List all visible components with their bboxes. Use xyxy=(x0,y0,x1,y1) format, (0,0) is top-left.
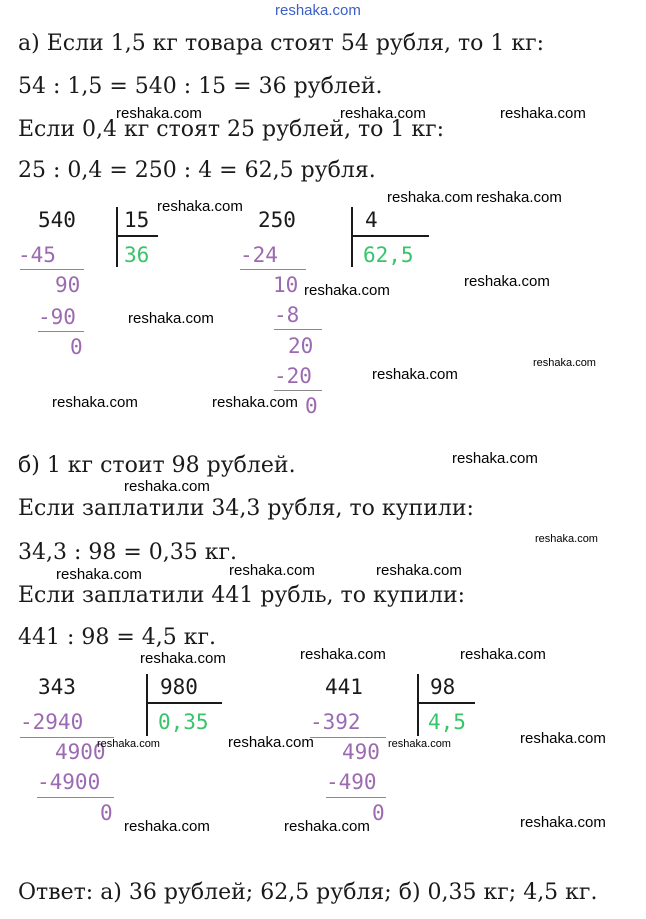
division-step: -392 xyxy=(310,710,361,734)
part-a-line-1: а) Если 1,5 кг товара стоят 54 рубля, то 1 кг: xyxy=(18,31,545,56)
part-b-line-3: 34,3 : 98 = 0,35 кг. xyxy=(18,540,238,565)
division-step: 0 xyxy=(305,394,318,418)
division-step: -490 xyxy=(326,770,377,794)
division-step: -2940 xyxy=(20,710,84,734)
dividend: 441 xyxy=(325,675,363,699)
watermark: reshaka.com xyxy=(124,818,210,835)
dividend: 540 xyxy=(38,208,76,232)
watermark: reshaka.com xyxy=(464,273,550,290)
watermark: reshaka.com xyxy=(157,198,243,215)
quotient: 4,5 xyxy=(428,710,466,734)
quotient: 36 xyxy=(124,243,150,267)
watermark: reshaka.com xyxy=(116,105,202,122)
watermark: reshaka.com xyxy=(128,310,214,327)
part-b-line-4: Если заплатили 441 рубль, то купили: xyxy=(18,583,466,608)
watermark: reshaka.com xyxy=(228,734,314,751)
watermark: reshaka.com xyxy=(212,394,298,411)
watermark: reshaka.com xyxy=(52,394,138,411)
watermark: reshaka.com xyxy=(520,814,606,831)
watermark: reshaka.com xyxy=(387,189,473,206)
part-b-line-1: б) 1 кг стоит 98 рублей. xyxy=(18,453,296,478)
watermark: reshaka.com xyxy=(97,738,160,750)
watermark: reshaka.com xyxy=(460,646,546,663)
watermark: reshaka.com xyxy=(388,738,451,750)
divisor: 15 xyxy=(124,208,150,232)
watermark: reshaka.com xyxy=(340,105,426,122)
watermark: reshaka.com xyxy=(56,566,142,583)
division-step: -20 xyxy=(274,364,312,388)
division-step: 4900 xyxy=(55,740,106,764)
division-step: 0 xyxy=(372,801,385,825)
answer-line: Ответ: а) 36 рублей; 62,5 рубля; б) 0,35 кг; 4,5 кг. xyxy=(18,880,598,905)
quotient: 0,35 xyxy=(158,710,209,734)
divisor: 4 xyxy=(365,208,378,232)
watermark: reshaka.com xyxy=(124,478,210,495)
watermark: reshaka.com xyxy=(500,105,586,122)
division-step: 90 xyxy=(55,273,81,297)
watermark: reshaka.com xyxy=(304,282,390,299)
watermark: reshaka.com xyxy=(452,450,538,467)
division-step: -45 xyxy=(18,243,56,267)
division-step: -8 xyxy=(274,303,300,327)
division-step: -90 xyxy=(38,305,76,329)
watermark: reshaka.com xyxy=(533,357,596,369)
site-header-link[interactable]: reshaka.com xyxy=(275,2,361,19)
divisor: 980 xyxy=(160,675,198,699)
division-step: -24 xyxy=(240,243,278,267)
divisor: 98 xyxy=(430,675,456,699)
dividend: 250 xyxy=(258,208,296,232)
part-a-line-2: 54 : 1,5 = 540 : 15 = 36 рублей. xyxy=(18,74,383,99)
watermark: reshaka.com xyxy=(300,646,386,663)
watermark: reshaka.com xyxy=(520,730,606,747)
part-a-line-3: Если 0,4 кг стоят 25 рублей, то 1 кг: xyxy=(18,117,445,142)
watermark: reshaka.com xyxy=(376,562,462,579)
division-step: 10 xyxy=(273,273,299,297)
watermark: reshaka.com xyxy=(535,533,598,545)
division-step: 490 xyxy=(342,740,380,764)
dividend: 343 xyxy=(38,675,76,699)
division-step: 0 xyxy=(70,335,83,359)
division-step: 20 xyxy=(288,334,314,358)
watermark: reshaka.com xyxy=(229,562,315,579)
part-a-line-4: 25 : 0,4 = 250 : 4 = 62,5 рубля. xyxy=(18,158,376,183)
watermark: reshaka.com xyxy=(284,818,370,835)
division-step: -4900 xyxy=(37,770,101,794)
quotient: 62,5 xyxy=(363,243,414,267)
part-b-line-5: 441 : 98 = 4,5 кг. xyxy=(18,625,217,650)
watermark: reshaka.com xyxy=(140,650,226,667)
part-b-line-2: Если заплатили 34,3 рубля, то купили: xyxy=(18,496,474,521)
watermark: reshaka.com xyxy=(476,189,562,206)
watermark: reshaka.com xyxy=(372,366,458,383)
division-step: 0 xyxy=(100,801,113,825)
